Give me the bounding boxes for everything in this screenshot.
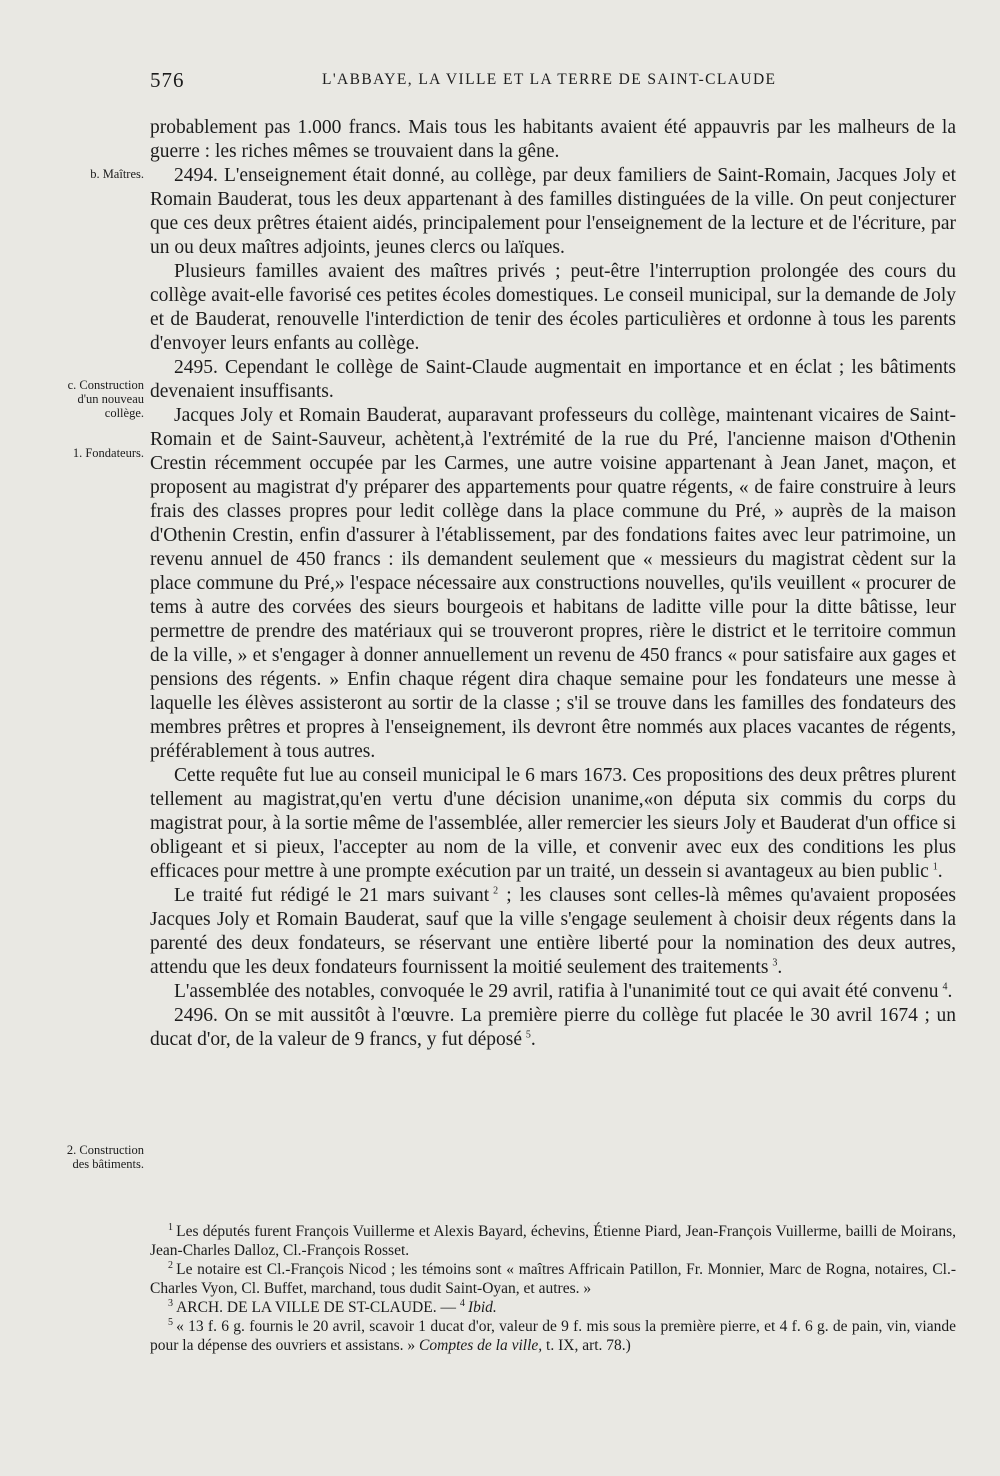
paragraph-text: ; les clauses sont celles-là mêmes qu'avaient proposées Jacques Joly et Romain Bauderat, sauf que la ville s'engage seulement à choisir deux régents dans la parenté des deux fondateurs, se réservant une entière liberté pour la nomination des deux autres, attendu que les deux fondateurs fournissent la moitié seulement des traitements [150,885,956,978]
paragraph: probablement pas 1.000 francs. Mais tous les habitants avaient été appauvris par les malheurs de la guerre : les riches mêmes se trouvaient dans la gêne. [150,117,956,162]
footnote-text: Ibid. [467,1299,497,1316]
paragraph: 2494. L'enseignement était donné, au collège, par deux familiers de Saint-Romain, Jacques Joly et Romain Bauderat, tous les deux appartenant à des familles distinguées de la ville. On peut conjecturer que ces deux prêtres étaient aidés, principalement pour l'enseignement de la lecture et de l'écriture, par un ou deux maîtres adjoints, jeunes clercs ou laïques. [150,165,956,258]
footnote [150,1317,956,1355]
paragraph: Cette requête fut lue au conseil municipal le 6 mars 1673. Ces propositions des deux prêtres plurent tellement au magistrat,qu'en vertu d'une décision unanime,«on députa six commis du corps du magistrat pour, à la sortie même de l'assemblée, aller remercier les sieurs Joly et Bauderat d'un office si obligeant et si pieux, l'accepter au nom de la ville, et convenir avec eux des conditions les plus efficaces pour mettre à une prompte exécution par un traité, un dessein si avantageux au bien public $^1$. [150,765,956,882]
footnote-text: t. IX, art. 78.) [542,1337,631,1354]
footnote-number: 5 [168,1316,173,1328]
margin-note-maitres: b. Maîtres. [90,167,144,181]
footnote-number: 2 [168,1259,173,1271]
note-ref: 4 [942,981,948,993]
paragraph-text: Le traité fut rédigé le 21 mars suivant [174,885,490,906]
footnote [150,1260,956,1298]
page-number: 576 [150,68,185,92]
footnote-number: 4 [459,1297,465,1309]
footnote-text: Les députés furent François Vuillerme et Alexis Bayard, échevins, Étienne Piard, Jean-François Vuillerme, bailli de Moirans, Jean-Charles Dalloz, Cl.-François Rosset. [150,1223,956,1259]
footnote-number: 3 [168,1297,173,1309]
note-ref: 1 [932,861,938,873]
paragraph: L'assemblée des notables, convoquée le 29 avril, ratifia à l'unanimité tout ce qui avait été convenu $^4$. [174,981,953,1002]
footnote-number: 1 [168,1221,173,1233]
footnotes [150,1222,956,1355]
paragraph: Le traité fut rédigé le 21 mars suivant $^2$ ; les clauses sont celles-là mêmes qu'avaient proposées Jacques Joly et Romain Bauderat, sauf que la ville s'engage seulement à choisir deux régents dans la parenté des deux fondateurs, se réservant une entière liberté pour la nomination des deux autres, attendu que les deux fondateurs fournissent la moitié seulement des traitements $^3$. [150,885,956,978]
paragraph-text: Cette requête fut lue au conseil municipal le 6 mars 1673. Ces propositions des deux prêtres plurent tellement au magistrat,qu'en vertu d'une décision unanime,«on députa six commis du corps du magistrat pour, à la sortie même de l'assemblée, aller remercier les sieurs Joly et Bauderat d'un office si obligeant et si pieux, l'accepter au nom de la ville, et convenir avec eux des conditions les plus efficaces pour mettre à une prompte exécution par un traité, un dessein si avantageux au bien public [150,765,956,882]
footnote-text: ARCH. DE LA VILLE DE ST-CLAUDE. — [176,1299,460,1316]
footnote [150,1298,956,1317]
running-title: L'ABBAYE, LA VILLE ET LA TERRE DE SAINT-CLAUDE [322,71,777,88]
margin-note-construction-college: c. Construction d'un nouveau collège. [67,378,144,420]
footnote-source: Comptes de la ville, [419,1337,543,1354]
paragraph: Jacques Joly et Romain Bauderat, auparavant professeurs du collège, maintenant vicaires de Saint-Romain et de Saint-Sauveur, achètent,à l'extrémité de la rue du Pré, l'ancienne maison d'Othenin Crestin récemment occupée par les Carmes, une autre voisine appartenant à Jean Janet, maçon, et proposent au magistrat d'y préparer des appartements pour quatre régents, « de faire construire à leurs frais des classes propres pour ledit collège dans la place commune du Pré, » auprès de la maison d'Othenin Crestin, enfin d'assurer à l'établissement, par des fondations faites avec leur patrimoine, un revenu annuel de 450 francs : ils demandent seulement que « messieurs du magistrat cèdent sur la place commune du Pré,» l'espace nécessaire aux constructions nouvelles, qu'ils veuillent « procurer de tems à autre des corvées des sieurs bourgeois et habitans de laditte ville pour la ditte bâtisse, leur permettre de prendre des matériaux qui se trouveront propres, rière le district et le territoire commun de la ville, » et s'engager à donner annuellement un revenu de 450 francs « pour satisfaire aux gages et pensions des régents. » Enfin chaque régent dira chaque semaine pour les fondateurs une messe à laquelle les élèves assisteront au sortir de la classe ; s'il se trouve dans les familles des fondateurs des membres prêtres et propres à l'enseignement, ils devront être nommés aux places vacantes de régents, préférablement à tous autres. [150,405,956,762]
note-ref: 5 [525,1029,531,1041]
footnote-text: « 13 f. 6 g. fournis le 20 avril, scavoir 1 ducat d'or, valeur de 9 f. mis sous la première pierre, et 4 f. 6 g. de pain, vin, viande pour la dépense des ouvriers et assistans. » [150,1318,956,1354]
footnote [150,1222,956,1260]
footnote-text: Le notaire est Cl.-François Nicod ; les témoins sont « maîtres Affricain Patillon, Fr. Monnier, Marc de Rogna, notaires, Cl.-Charles Vyon, Cl. Buffet, marchand, tous dudit Saint-Oyan, et autres. » [150,1261,956,1297]
paragraph-text: 2496. On se mit aussitôt à l'œuvre. La première pierre du collège fut placée le 30 avril 1674 ; un ducat d'or, de la valeur de 9 francs, y fut déposé [150,1005,956,1050]
margin-note-construction-batiments: 2. Construction des bâtiments. [66,1143,144,1171]
paragraph: 2496. On se mit aussitôt à l'œuvre. La première pierre du collège fut placée le 30 avril 1674 ; un ducat d'or, de la valeur de 9 francs, y fut déposé $^5$. [150,1005,956,1050]
note-ref: 3 [772,957,778,969]
margin-note-fondateurs: 1. Fondateurs. [72,446,144,460]
paragraph-text: L'assemblée des notables, convoquée le 29 avril, ratifia à l'unanimité tout ce qui avait été convenu [174,981,939,1002]
note-ref: 2 [493,885,499,897]
body-text [150,116,956,1052]
paragraph: 2495. Cependant le collège de Saint-Claude augmentait en importance et en éclat ; les bâtiments devenaient insuffisants. [150,357,956,402]
paragraph: Plusieurs familles avaient des maîtres privés ; peut-être l'interruption prolongée des cours du collège avait-elle favorisé ces petites écoles domestiques. Le conseil municipal, sur la demande de Joly et de Bauderat, renouvelle l'interdiction de tenir des écoles particulières et ordonne à tous les parents d'envoyer leurs enfants au collège. [150,261,956,354]
